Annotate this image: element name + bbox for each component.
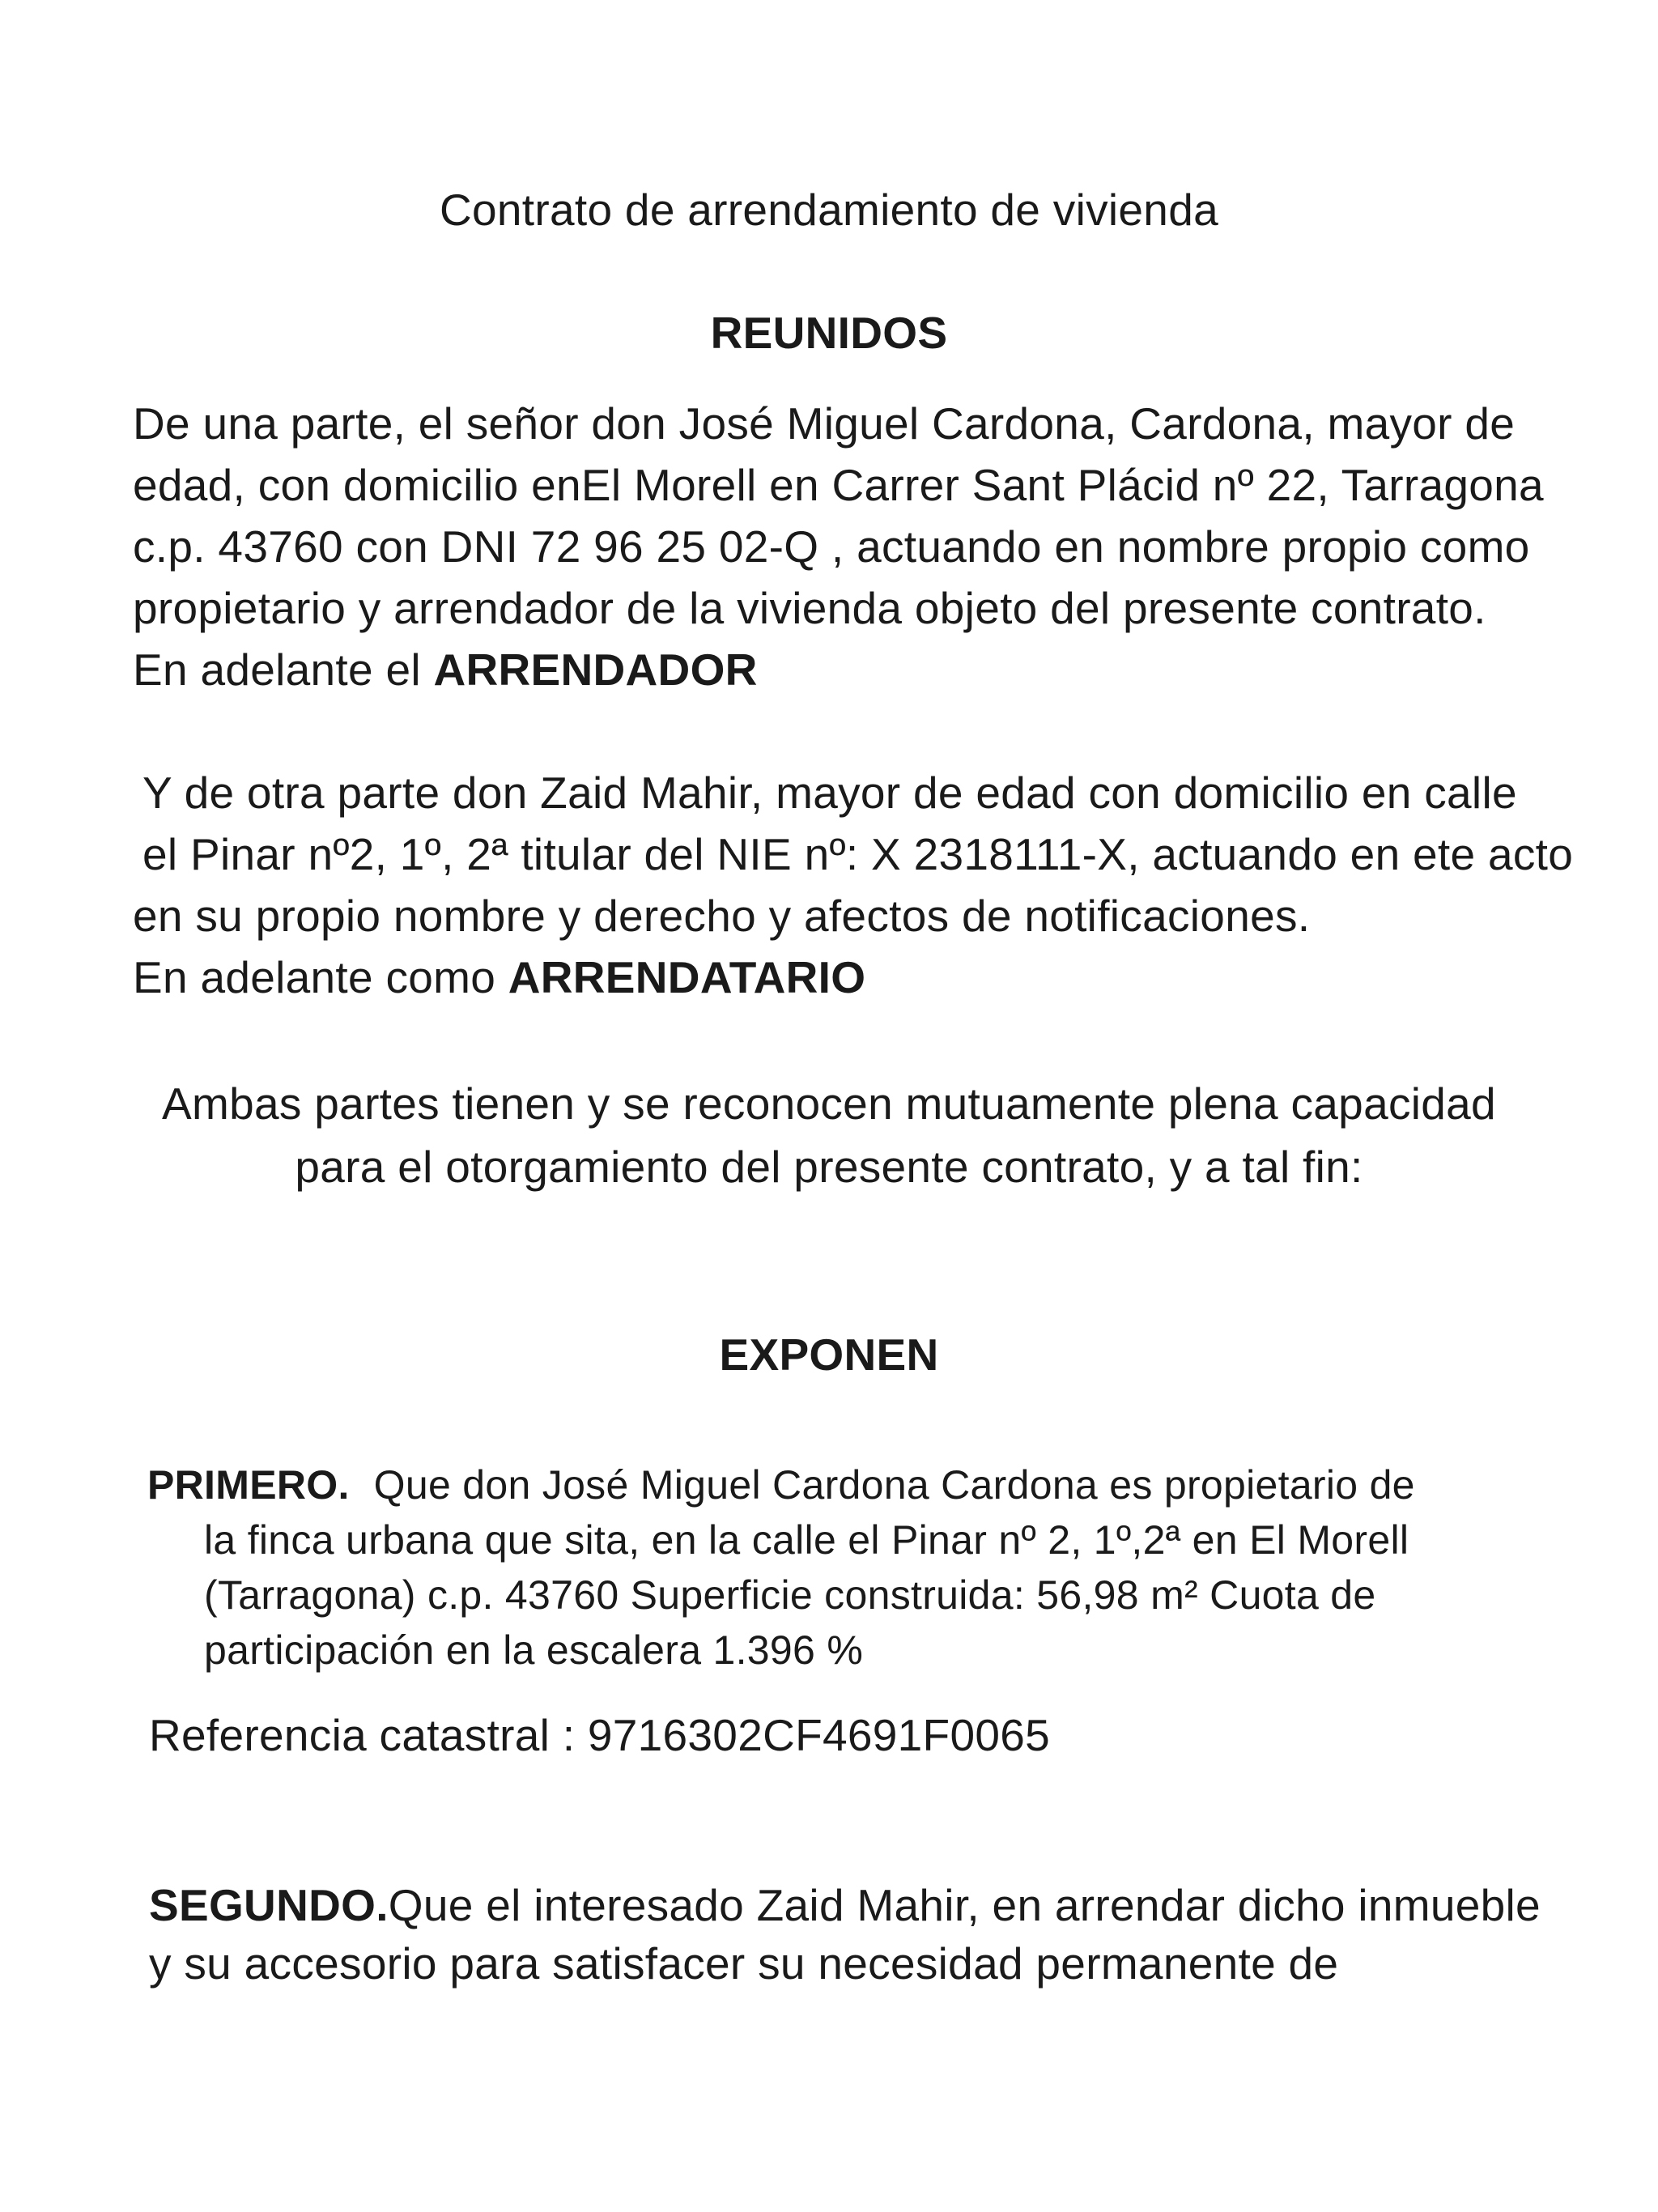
segundo-line-2: y su accesorio para satisfacer su necesidad permanente de: [149, 1938, 1339, 1989]
primero-text-1: Que don José Miguel Cardona Cardona es propietario de: [373, 1462, 1415, 1508]
capacidad-line-2: para el otorgamiento del presente contrato, y a tal fin:: [295, 1142, 1363, 1192]
primero-label: PRIMERO.: [147, 1462, 350, 1508]
arrendador-line-3: c.p. 43760 con DNI 72 96 25 02-Q , actuando en nombre propio como: [133, 521, 1530, 572]
arrendatario-line-3: en su propio nombre y derecho y afectos de notificaciones.: [133, 891, 1311, 941]
primero-line-2: la finca urbana que sita, en la calle el Pinar nº 2, 1º,2ª en El Morell: [204, 1517, 1409, 1563]
arrendatario-designation: [133, 947, 865, 1008]
exponen-heading: EXPONEN: [719, 1329, 939, 1380]
primero-line-4: participación en la escalera 1.396 %: [204, 1627, 864, 1673]
document-title: Contrato de arrendamiento de vivienda: [440, 185, 1218, 235]
segundo-line-1: [149, 1875, 1541, 1936]
arrendador-designation: [133, 640, 758, 700]
arrendatario-label: ARRENDATARIO: [508, 952, 866, 1002]
arrendador-line-1: De una parte, el señor don José Miguel Cardona, Cardona, mayor de: [133, 398, 1516, 449]
arrendatario-designation-prefix: En adelante como: [133, 952, 508, 1002]
reunidos-heading: REUNIDOS: [710, 308, 948, 358]
segundo-label: SEGUNDO.: [149, 1880, 389, 1930]
capacidad-line-1: Ambas partes tienen y se reconocen mutuamente plena capacidad: [162, 1078, 1496, 1129]
arrendatario-line-2: el Pinar nº2, 1º, 2ª titular del NIE nº: X 2318111-X, actuando en ete acto: [142, 829, 1574, 879]
arrendador-line-4: propietario y arrendador de la vivienda objeto del presente contrato.: [133, 583, 1486, 633]
arrendatario-line-1: Y de otra parte don Zaid Mahir, mayor de edad con domicilio en calle: [142, 768, 1517, 818]
primero-line-3: (Tarragona) c.p. 43760 Superficie construida: 56,98 m² Cuota de: [204, 1572, 1376, 1618]
arrendador-designation-prefix: En adelante el: [133, 644, 434, 695]
segundo-text-1: Que el interesado Zaid Mahir, en arrendar dicho inmueble: [388, 1880, 1541, 1930]
arrendador-label: ARRENDADOR: [433, 644, 758, 695]
arrendador-line-2: edad, con domicilio enEl Morell en Carrer Sant Plácid nº 22, Tarragona: [133, 460, 1544, 510]
referencia-catastral: Referencia catastral : 9716302CF4691F0065: [149, 1710, 1050, 1760]
primero-line-1: [147, 1457, 1415, 1512]
